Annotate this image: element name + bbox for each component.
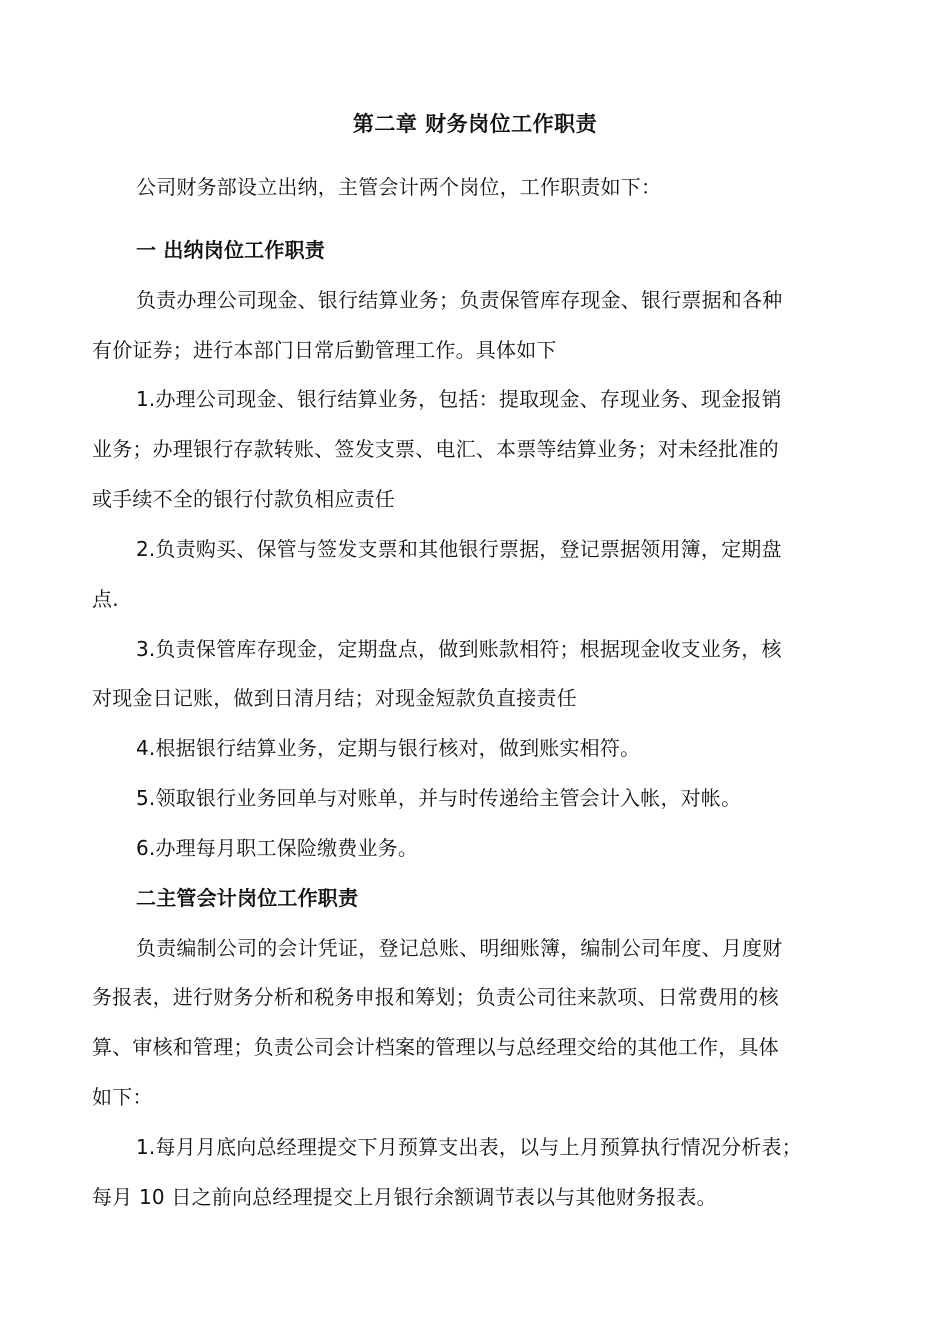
paragraph-line: 负责编制公司的会计凭证，登记总账、明细账簿，编制公司年度、月度财 [136,936,783,960]
list-item-line: 2.负责购买、保管与签发支票和其他银行票据，登记票据领用簿，定期盘 [136,537,782,561]
page-title: 第二章 财务岗位工作职责 [352,112,598,136]
list-item-line: 每月 10 日之前向总经理提交上月银行余额调节表以与其他财务报表。 [92,1185,717,1209]
list-item-line: 5.领取银行业务回单与对账单，并与时传递给主管会计入帐，对帐。 [136,786,742,810]
list-item-line: 点. [92,587,119,611]
paragraph-line: 负责办理公司现金、银行结算业务；负责保管库存现金、银行票据和各种 [136,288,783,312]
list-item-line: 或手续不全的银行付款负相应责任 [92,487,395,511]
list-item-line: 3.负责保管库存现金，定期盘点，做到账款相符；根据现金收支业务，核 [136,637,782,661]
intro-paragraph: 公司财务部设立出纳，主管会计两个岗位，工作职责如下： [136,175,662,199]
paragraph-line: 有价证券；进行本部门日常后勤管理工作。具体如下 [92,338,557,362]
list-item-line: 4.根据银行结算业务，定期与银行核对，做到账实相符。 [136,736,641,760]
paragraph-line: 算、审核和管理；负责公司会计档案的管理以与总经理交给的其他工作，具体 [92,1035,779,1059]
list-item-line: 业务；办理银行存款转账、签发支票、电汇、本票等结算业务；对未经批准的 [92,437,779,461]
paragraph-line: 务报表，进行财务分析和税务申报和筹划；负责公司往来款项、日常费用的核 [92,985,779,1009]
list-item-line: 1.每月月底向总经理提交下月预算支出表，以与上月预算执行情况分析表； [136,1135,802,1159]
list-item-line: 6.办理每月职工保险缴费业务。 [136,836,419,860]
list-item-line: 对现金日记账，做到日清月结；对现金短款负直接责任 [92,686,577,710]
paragraph-line: 如下： [92,1085,153,1109]
list-item-line: 1.办理公司现金、银行结算业务，包括：提取现金、存现业务、现金报销 [136,387,782,411]
section-heading-accountant: 二主管会计岗位工作职责 [136,886,359,910]
section-heading-cashier: 一 出纳岗位工作职责 [136,238,325,262]
